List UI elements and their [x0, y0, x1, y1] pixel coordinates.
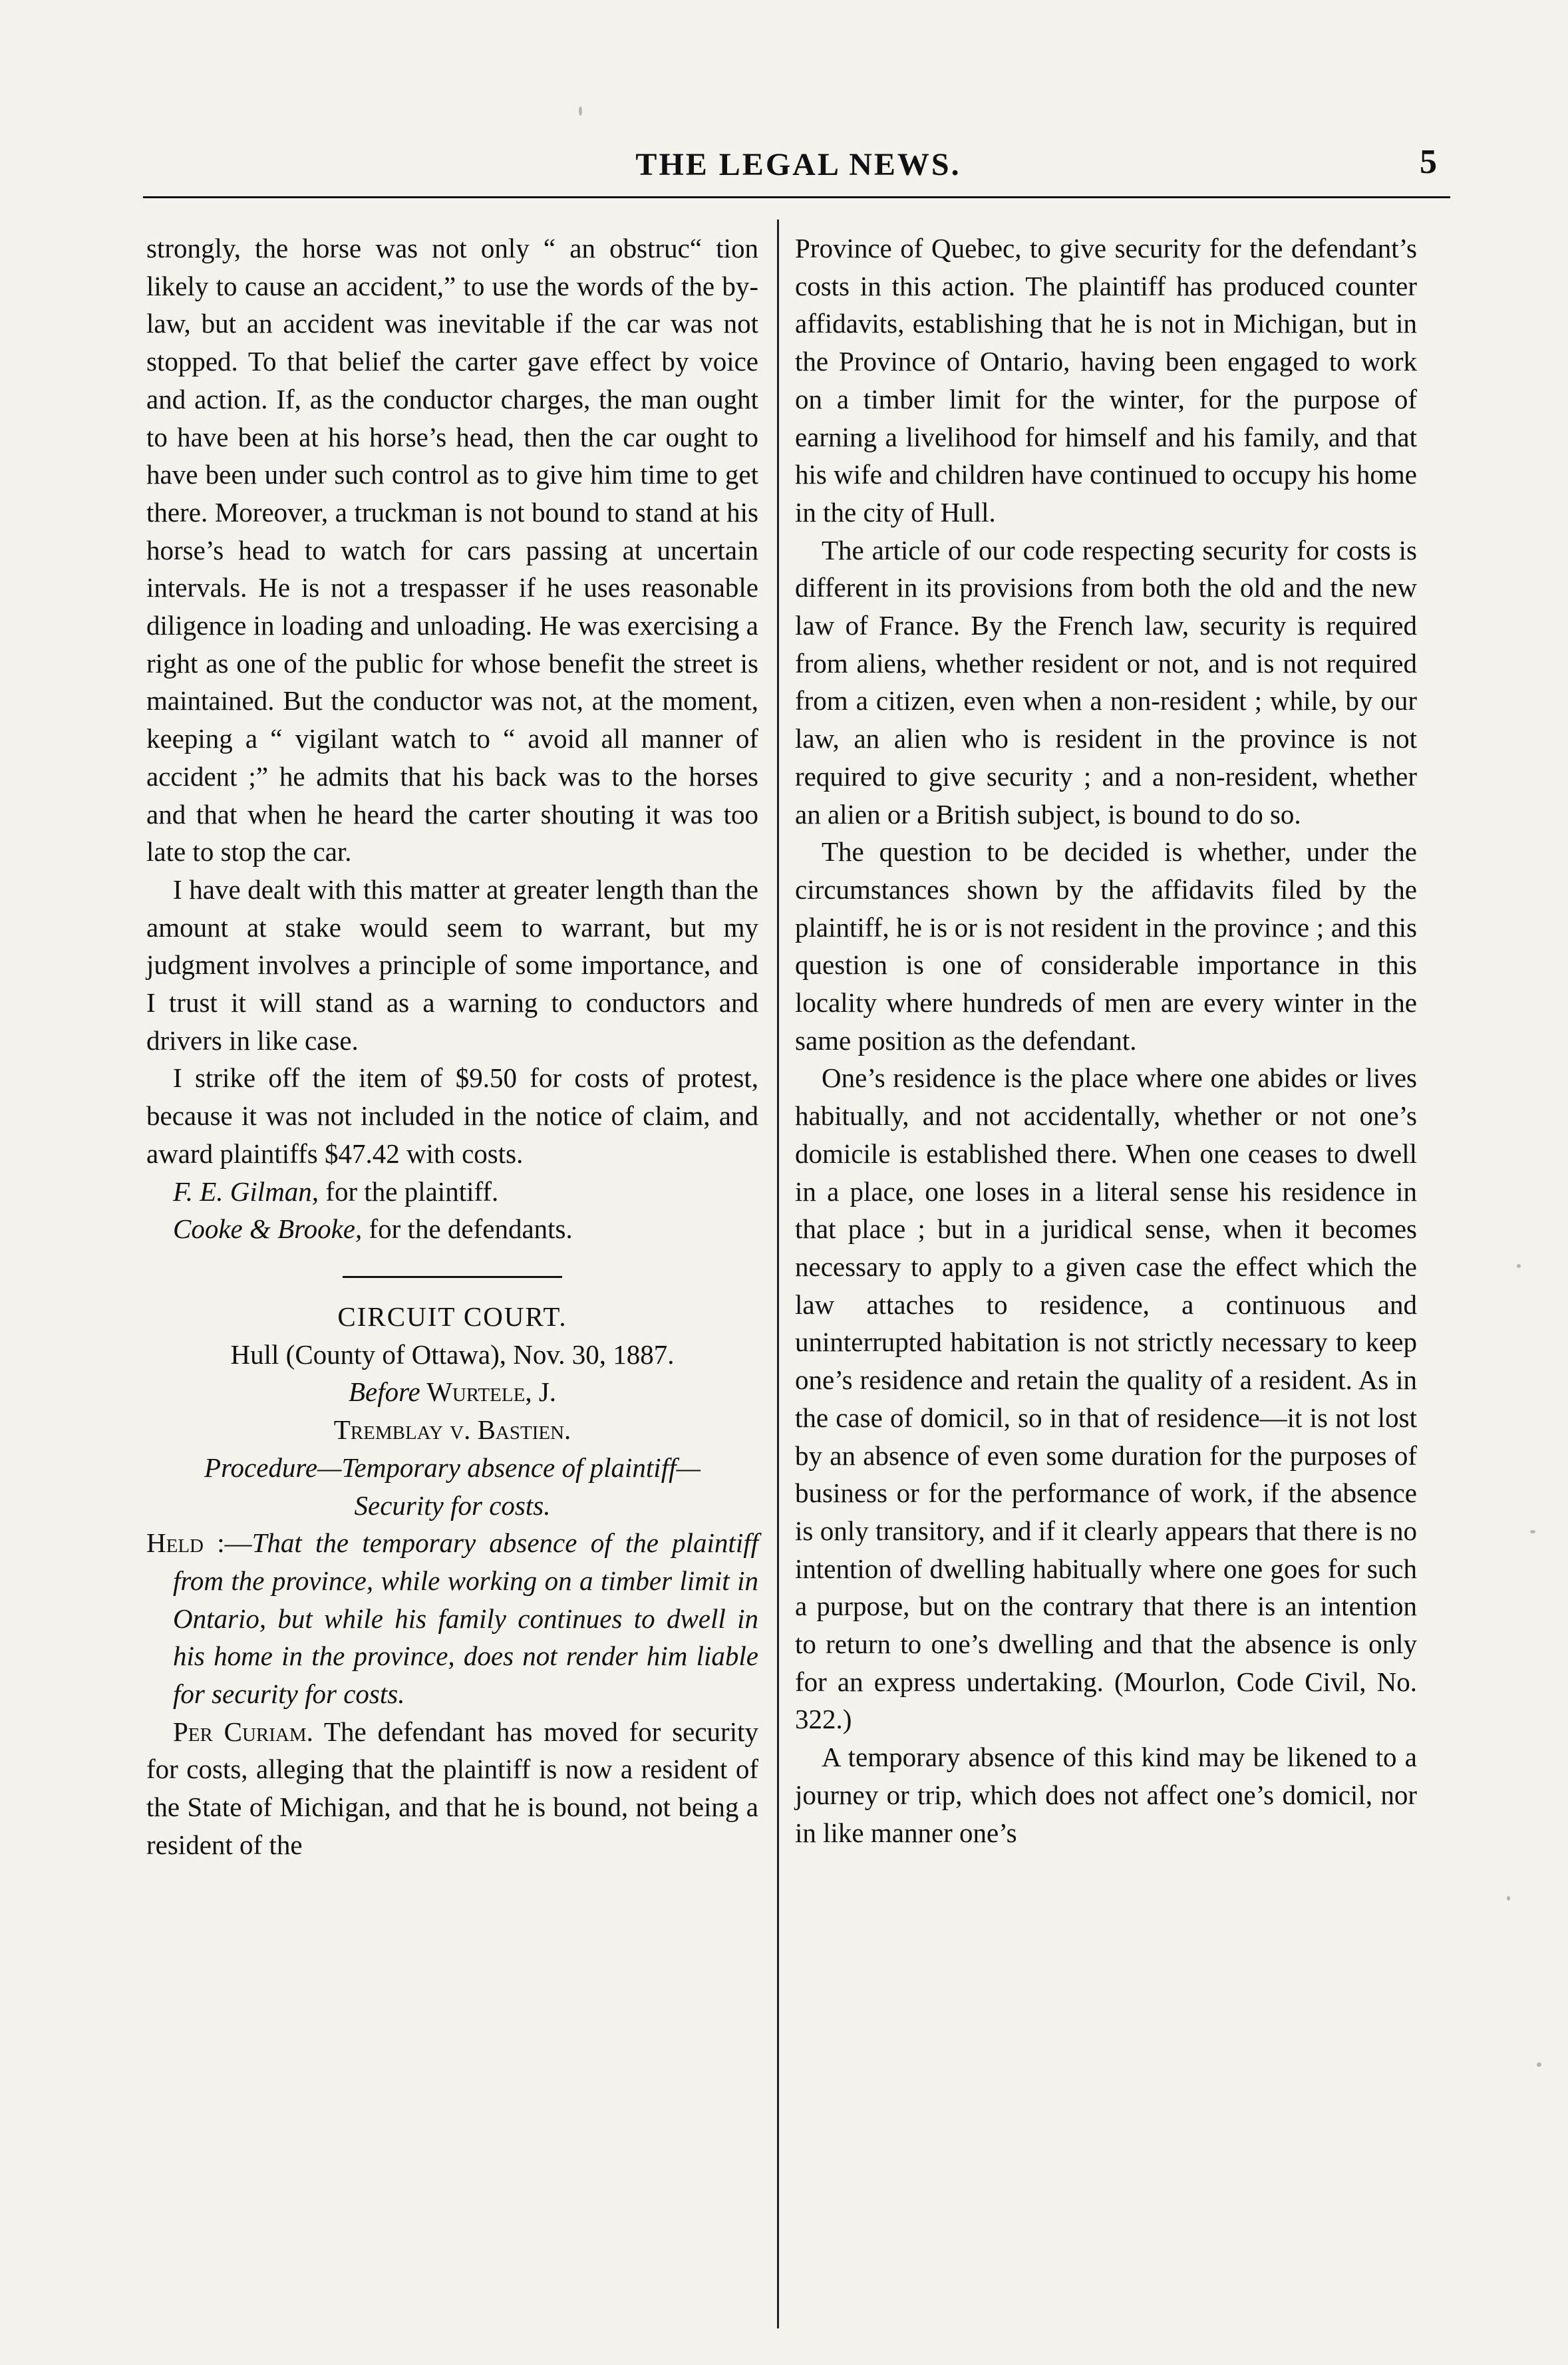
paragraph: I strike off the item of $9.50 for costs of protest, because it was not included in the notice of claim, and award plaintiffs $47.42 with costs.	[146, 1062, 758, 1169]
running-header	[146, 143, 1450, 193]
section-rule	[343, 1276, 562, 1278]
case-subject	[146, 1449, 758, 1524]
paragraph	[146, 1713, 758, 1864]
court-heading: CIRCUIT COURT.	[337, 1301, 567, 1332]
per-curiam-text: The defendant has moved for security for costs, alleging that the plaintiff is now a resident of the State of Michigan, and that he is bound, not being a resident of the	[146, 1716, 758, 1860]
paragraph: The article of our code respecting security for costs is different in its provisions from both the old and the new law of France. By the French law, security is required from aliens, whether resident or not, and is not required from a citizen, even when a non-resident ; while, by our law, an alien who is resident in the province is not required to give security ; and a non-resident, whether an alien or a British subject, is bound to do so.	[795, 534, 1417, 830]
counsel-plaintiff	[146, 1173, 758, 1211]
counsel-role: for the defendants.	[362, 1213, 573, 1245]
case-venue: Hull (County of Ottawa), Nov. 30, 1887.	[230, 1339, 675, 1370]
counsel-role: for the plaintiff.	[319, 1176, 499, 1207]
paragraph: The question to be decided is whether, under the circumstances shown by the affidavits filed by the plaintiff, he is or is not resident in the province ; and this question is one of considerable importance in this locality where hundreds of men are every winter in the same position as the defendant.	[795, 836, 1417, 1056]
judge-name: Wurtele, J.	[420, 1376, 557, 1408]
column-divider	[777, 220, 779, 2328]
headnote	[146, 1524, 758, 1713]
counsel-defendants	[146, 1210, 758, 1248]
scan-speck	[1530, 1530, 1535, 1533]
scan-speck	[579, 106, 582, 116]
scan-speck	[1517, 1264, 1521, 1268]
paragraph: One’s residence is the place where one abides or lives habitually, and not accidentally, whether or not one’s domicile is established there. When one ceases to dwell in a place, one loses in a literal sense his residence in that place ; but in a juridical sense, when it becomes necessary to apply to a given case the effect which the law attaches to residence, a continuous and uninterrupted habitation is not strictly necessary to keep one’s residence and retain the quality of a resident. As in the case of domicil, so in that of residence—it is not lost by an absence of even some duration for the purposes of business or for the performance of work, if the absence is only transitory, and if it clearly appears that there is no intention of dwelling habitually where one goes for such a purpose, but on the contrary that there is an intention to return to one’s dwelling and that the absence is only for an express undertaking. (Mourlon, Code Civil, No. 322.)	[795, 1062, 1417, 1735]
paragraph: strongly, the horse was not only “ an obstruc“ tion likely to cause an accident,” to use the words of the by-law, but an accident was inevitable if the car was not stopped. To that belief the carter gave effect by voice and action. If, as the conductor charges, the man ought to have been at his horse’s head, then the car ought to have been under such control as to give him time to get there. Moreover, a truckman is not bound to stand at his horse’s head to watch for cars passing at uncertain intervals. He is not a trespasser if he uses reasonable diligence in loading and unloading. He was exercising a right as one of the public for whose benefit the street is maintained. But the conductor was not, at the moment, keeping a “ vigilant watch to “ avoid all manner of accident ;” he admits that his back was to the horses and that when he heard the carter shouting it was too late to stop the car.	[146, 233, 758, 867]
header-rule	[143, 196, 1450, 198]
case-name: Tremblay v. Bastien.	[333, 1414, 571, 1446]
case-judge	[146, 1373, 758, 1411]
subject-line: Procedure—Temporary absence of plaintiff—	[204, 1452, 701, 1483]
paragraph: A temporary absence of this kind may be likened to a journey or trip, which does not affect one’s domicil, nor in like manner one’s	[795, 1742, 1417, 1848]
paragraph: I have dealt with this matter at greater length than the amount at stake would seem to warrant, but my judgment involves a principle of some importance, and I trust it will stand as a warning to conductors and drivers in like case.	[146, 873, 758, 1056]
scan-speck	[1507, 1896, 1510, 1901]
scan-speck	[1537, 2062, 1541, 2067]
right-column	[795, 230, 1417, 1851]
before-label: Before	[348, 1376, 420, 1408]
subject-line: Security for costs.	[354, 1490, 551, 1521]
held-label: Held :—	[146, 1527, 252, 1559]
counsel-name: Cooke & Brooke,	[173, 1213, 363, 1245]
held-text: That the temporary absence of the plaintiff from the province, while working on a timber limit in Ontario, but while his family continues to dwell in his home in the province, does not render him liable for security for costs.	[173, 1527, 758, 1710]
page-number: 5	[1420, 143, 1437, 181]
left-column	[146, 230, 758, 1864]
paragraph: Province of Quebec, to give security for the defendant’s costs in this action. The plaintiff has produced counter affidavits, establishing that he is not in Michigan, but in the Province of Ontario, having been engaged to work on a timber limit for the winter, for the purpose of earning a livelihood for himself and his family, and that his wife and children have continued to occupy his home in the city of Hull.	[795, 233, 1417, 528]
per-curiam-label: Per Curiam.	[173, 1716, 313, 1747]
counsel-name: F. E. Gilman,	[173, 1176, 319, 1207]
journal-title: THE LEGAL NEWS.	[635, 147, 961, 182]
